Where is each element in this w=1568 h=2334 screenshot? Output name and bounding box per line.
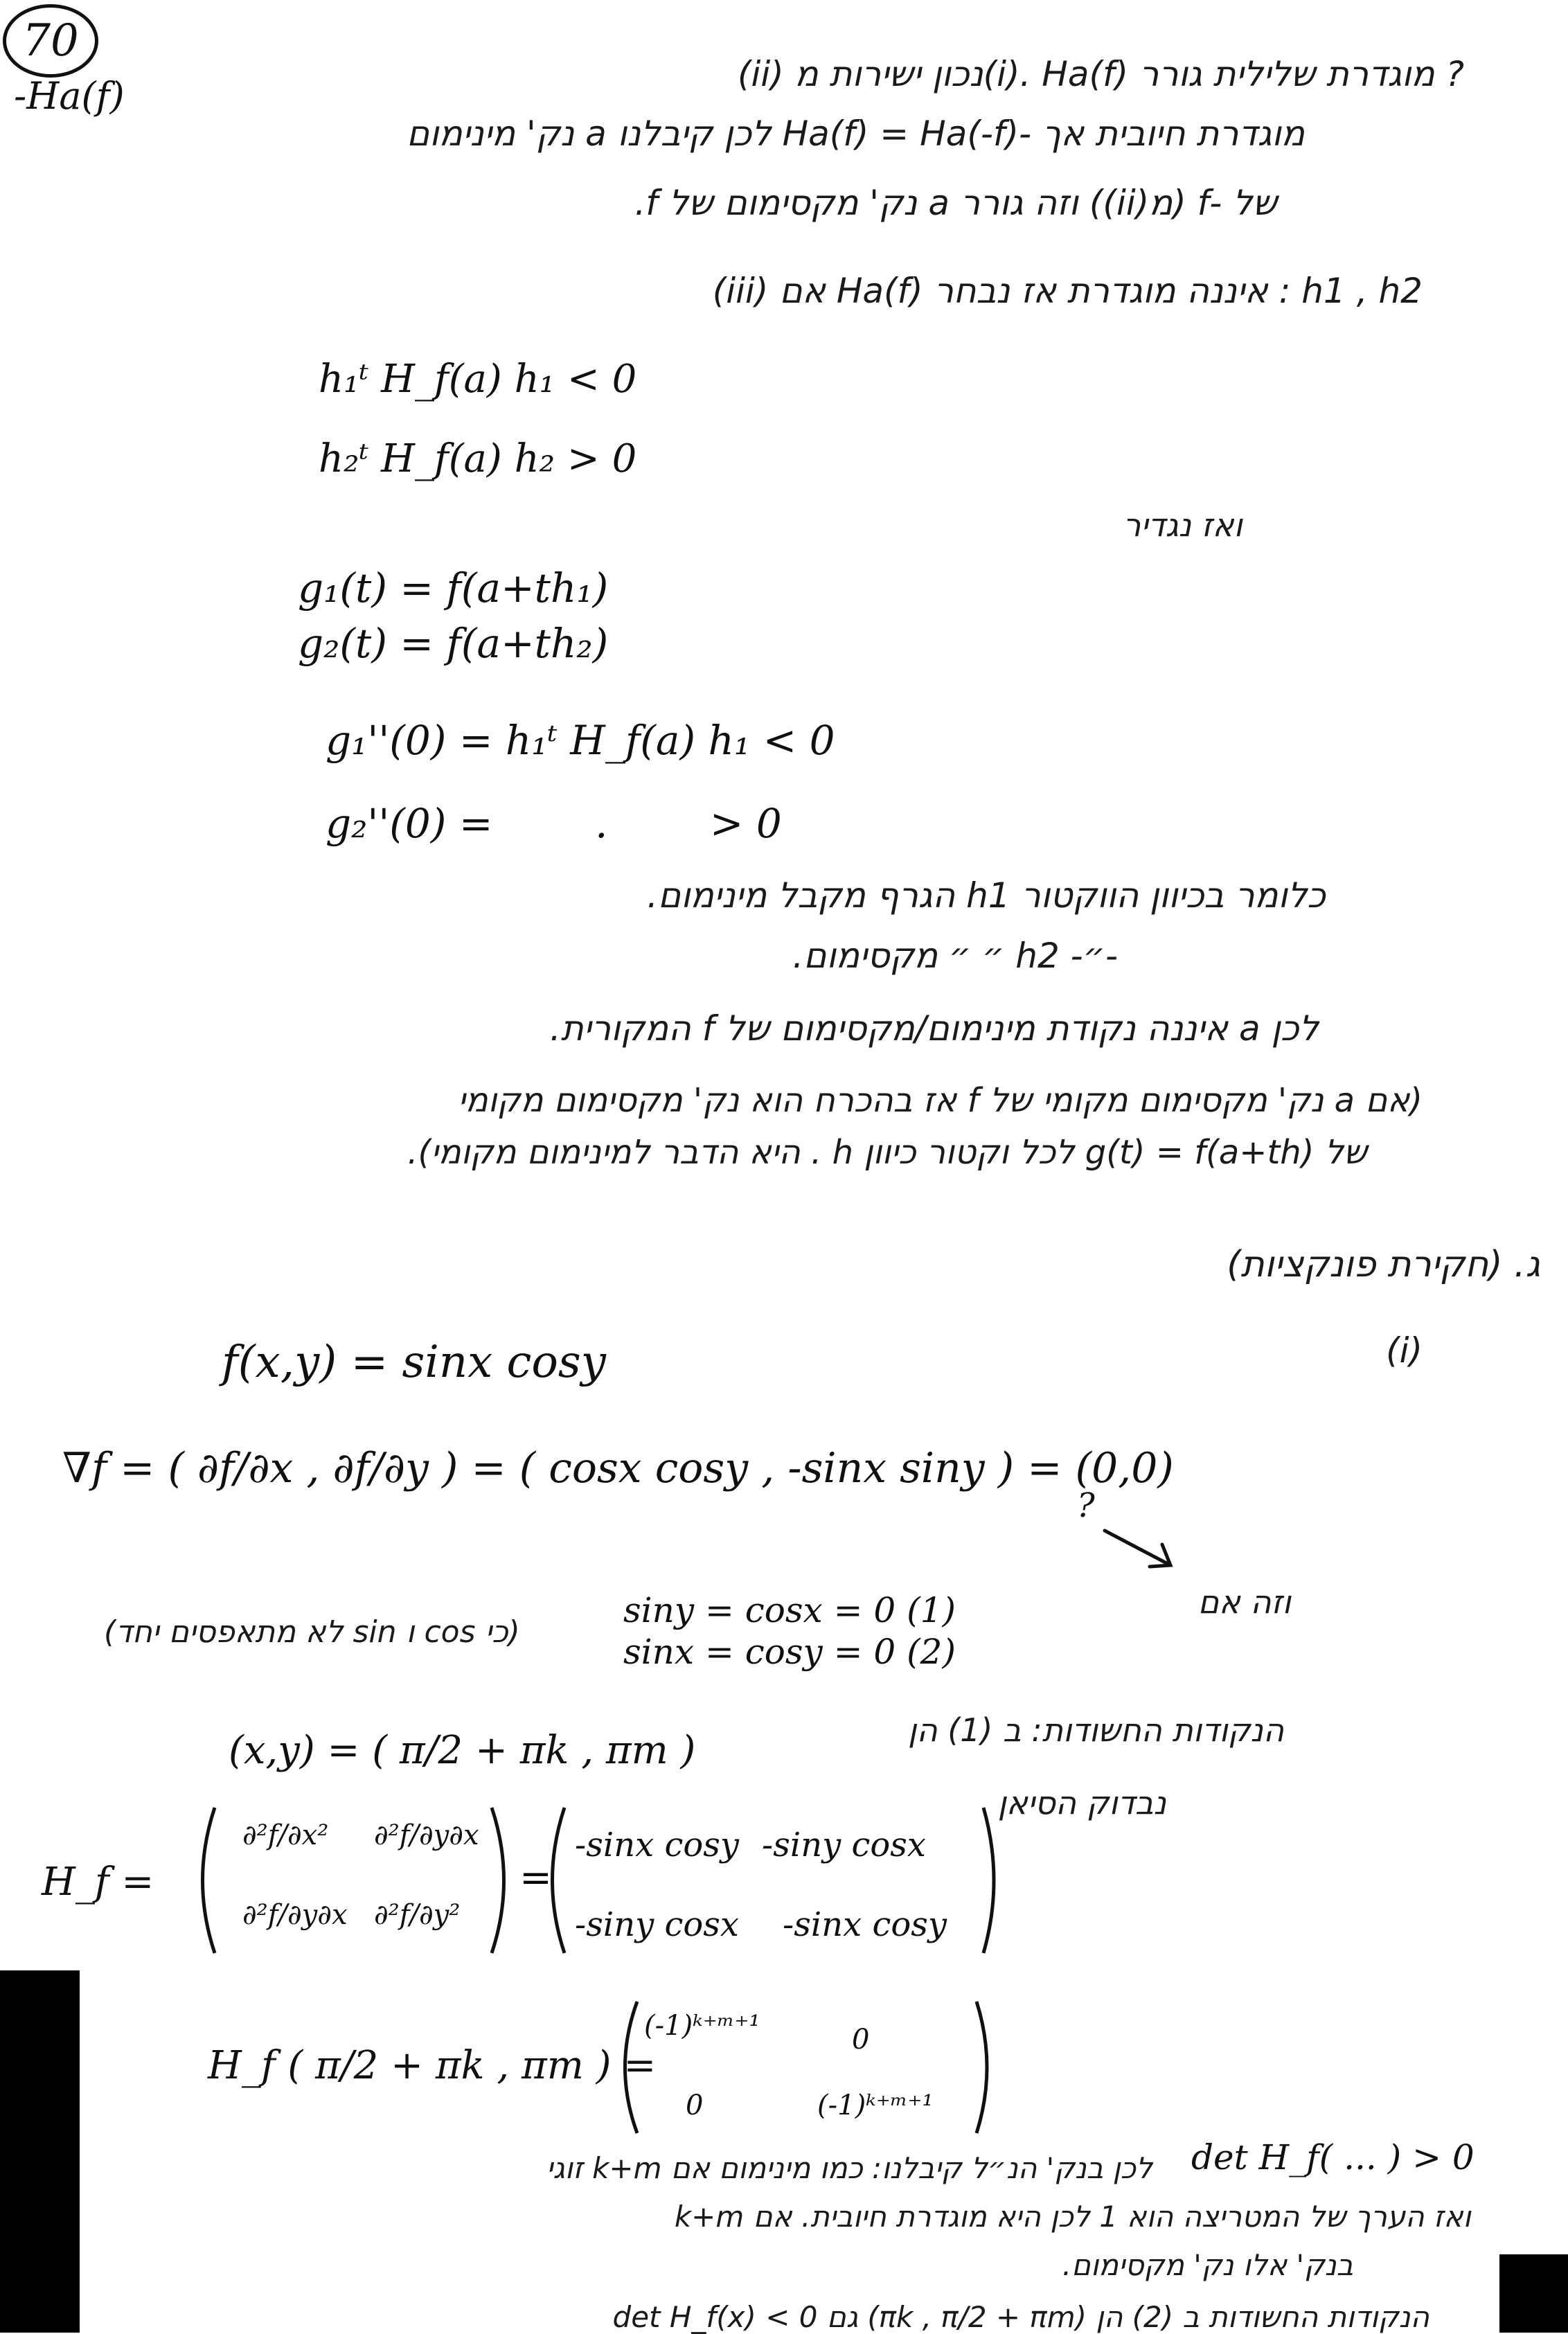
critical-condition-2: sinx = cosy = 0 (2) [623,1632,956,1672]
critical-condition-1: siny = cosx = 0 (1) [623,1590,956,1630]
text-line-03: של -f (מ(ii)) וזה גורר a נק' מקסימום של f. [634,183,1277,223]
text-line-29: בנק' אלו נק' מקסימום. [1062,2248,1353,2282]
hessian-a22: (-1)ᵏ⁺ᵐ⁺¹ [817,2090,934,2121]
arrow-icon [1101,1524,1184,1579]
scan-black-bar-left [0,1970,80,2333]
scan-black-block-right [1499,2254,1568,2333]
text-line-12: כלומר בכיוון הווקטור h1 הגרף מקבל מינימום. [647,875,1326,916]
math-line-08: g₁(t) = f(a+th₁) [298,564,609,612]
critical-points: (x,y) = ( π/2 + πk , πm ) [229,1728,696,1773]
hessian-label: H_f = [42,1860,154,1905]
neg-hessian-label: -Ha(f) [14,74,125,118]
math-line-06: h₂ᵗ H_f(a) h₂ > 0 [319,436,637,481]
hessian-e21: ∂²f/∂y∂x [242,1899,348,1931]
math-line-05: h₁ᵗ H_f(a) h₁ < 0 [319,357,637,402]
text-line-02: מוגדרת חיובית אך -Ha(f) = Ha(-f) לכן קיבלנו a נק' מינימום [406,114,1305,154]
det-condition: det H_f( ... ) > 0 [1191,2137,1475,2177]
hessian-r22: -sinx cosy [783,1905,947,1944]
svg-text:=: = [519,1855,552,1900]
hessian-e11: ∂²f/∂x² [242,1819,329,1851]
hessian-r12: -siny cosx [762,1826,926,1864]
math-line-10: g₁''(0) = h₁ᵗ H_f(a) h₁ < 0 [326,717,835,764]
hessian-a12: 0 [852,2024,870,2056]
question-mark: ? [1077,1486,1095,1525]
hessian-a21: 0 [686,2090,704,2121]
sub-label-i: (i) [1386,1330,1423,1371]
text-line-16: של g(t) = f(a+th) לכל וקטור כיוון h . היא הדבר למינימום מקומי). [407,1133,1367,1172]
hessian-e12: ∂²f/∂y∂x [374,1819,479,1851]
page-number: 70 [3,4,98,78]
text-line-13: -״- h2 ״ ״ מקסימום. [792,936,1118,976]
text-line-14: לכן a איננה נקודת מינימום/מקסימום של f המקורית. [549,1008,1319,1049]
text-line-01: (ii) נכון ישירות מ(i). Ha(f) מוגדרת שלילית גורר ? [737,54,1464,94]
suspect-points-label: הנקודות החשודות: ב (1) הן [908,1711,1284,1749]
gradient-equation: ∇f = ( ∂f/∂x , ∂f/∂y ) = ( cosx cosy , -sinx siny ) = (0,0) [62,1444,1174,1493]
text-line-04: (iii) אם Ha(f) איננה מוגדרת אז נבחר : h1 , h2 [712,271,1423,311]
text-line-15: (אם a נק' מקסימום מקומי של f אז בהכרח הוא נק' מקסימום מקומי [458,1081,1423,1120]
hessian-r11: -sinx cosy [575,1826,739,1864]
and-this-if: וזה אם [1197,1583,1291,1621]
text-line-30: הנקודות החשודות ב (2) הן (πk , π/2 + πm) גם det H_f(x) < 0 [612,2300,1429,2334]
section-heading: ג. (חקירת פונקציות) [1227,1244,1540,1285]
text-line-07: ואז נגדיר [1123,506,1242,544]
function-definition: f(x,y) = sinx cosy [222,1337,606,1388]
text-line-27: לכן בנק' הנ״ל קיבלנו: כמו מינימום אם k+m זוגי [546,2151,1152,2185]
hessian-at-point-label: H_f ( π/2 + πk , πm ) = [208,2043,657,2088]
math-line-09: g₂(t) = f(a+th₂) [298,620,609,667]
check-hessian: נבדוק הסיאן [997,1784,1166,1821]
cos-sin-note: (כי cos ו sin לא מתאפסים יחד) [104,1614,520,1650]
text-line-28: ואז הערך של המטריצה הוא 1 לכן היא מוגדרת חיובית. אם k+m [674,2200,1471,2234]
hessian-e22: ∂²f/∂y² [374,1899,461,1931]
math-line-11: g₂''(0) = . > 0 [326,800,782,847]
hessian-a11: (-1)ᵏ⁺ᵐ⁺¹ [644,2010,760,2042]
hessian-r21: -siny cosx [575,1905,739,1944]
